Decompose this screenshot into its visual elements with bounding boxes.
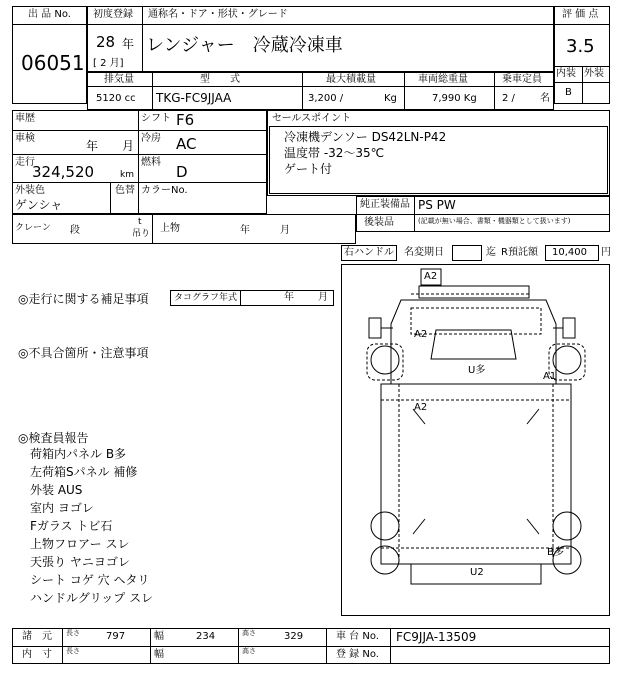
recycle-value: 10,400 bbox=[552, 247, 587, 258]
exterior-label: 外装 bbox=[584, 68, 604, 79]
sales-point-title: セールスポイント bbox=[272, 113, 352, 124]
sales-point-line: ゲート付 bbox=[284, 162, 333, 176]
inner-width-label: 幅 bbox=[154, 649, 164, 660]
handle-type: 右ハンドル bbox=[344, 247, 394, 258]
color-no-label: カラーNo. bbox=[141, 185, 188, 196]
tacho-label: タコグラフ年式 bbox=[174, 293, 238, 303]
displacement-label: 排気量 bbox=[104, 74, 134, 85]
upper-year: 年 bbox=[240, 225, 250, 236]
inner-label: 内 寸 bbox=[22, 649, 52, 660]
tacho-year: 年 bbox=[284, 292, 294, 303]
gross-value: 7,990 Kg bbox=[432, 93, 477, 104]
inspector-line: 荷箱内パネル B多 bbox=[30, 447, 127, 461]
capacity-label: 乗車定員 bbox=[502, 74, 542, 85]
color-value: ゲンシャ bbox=[15, 198, 63, 212]
length-value: 797 bbox=[106, 631, 126, 642]
first-reg-label: 初度登録 bbox=[93, 9, 133, 20]
mileage-unit: km bbox=[120, 170, 134, 180]
shift-label: シフト bbox=[141, 113, 171, 124]
crane-label: クレーン bbox=[15, 223, 51, 233]
model-year: 28 bbox=[96, 33, 116, 51]
height-value: 329 bbox=[284, 631, 304, 642]
recycle-unit: 円 bbox=[601, 247, 611, 258]
interior-label: 内装 bbox=[556, 68, 576, 79]
inspector-line: シート コゲ 穴 ヘタリ bbox=[30, 573, 150, 587]
fuel-label: 燃料 bbox=[141, 157, 161, 168]
diagram-label: U多 bbox=[468, 365, 486, 376]
color-change-label: 色替 bbox=[115, 185, 135, 196]
year-unit: 年 bbox=[122, 37, 135, 51]
fuel-value: D bbox=[176, 163, 188, 181]
crane-ton: t bbox=[138, 217, 142, 227]
height-label: 高さ bbox=[242, 629, 256, 637]
inspector-line: Fガラス トビ石 bbox=[30, 519, 113, 533]
mileage-label: 走行 bbox=[15, 157, 35, 168]
crane-row bbox=[12, 214, 356, 244]
shaken-label: 車検 bbox=[15, 133, 35, 144]
inner-height-label: 高さ bbox=[242, 647, 256, 655]
inspector-heading: ◎検査員報告 bbox=[18, 431, 89, 445]
name-change-label: 名変期日 bbox=[404, 247, 444, 258]
lot-number: 06051 bbox=[21, 51, 85, 75]
defects-heading: ◎不具合箇所・注意事項 bbox=[18, 346, 149, 360]
load-unit: Kg bbox=[384, 93, 397, 104]
inspector-line: ハンドルグリップ スレ bbox=[30, 591, 154, 605]
upper-month: 月 bbox=[280, 225, 290, 236]
history-label: 車歴 bbox=[15, 113, 35, 124]
diagram-label: A2 bbox=[414, 402, 428, 413]
model-value: TKG-FC9JJAA bbox=[156, 91, 232, 105]
inner-length-label: 長さ bbox=[66, 647, 80, 655]
model-label: 型 式 bbox=[200, 74, 240, 85]
grade-label: 評 価 点 bbox=[562, 9, 599, 20]
capacity-value: 2 / bbox=[502, 93, 515, 104]
reg-no-label: 登 録 No. bbox=[336, 649, 379, 660]
ac-label: 冷房 bbox=[141, 133, 161, 144]
crane-steps: 段 bbox=[70, 225, 80, 236]
driving-notes-heading: ◎走行に関する補足事項 bbox=[18, 292, 149, 306]
inspector-line: 室内 ヨゴレ bbox=[30, 501, 94, 515]
name-label: 通称名・ドア・形状・グレード bbox=[148, 9, 288, 20]
shaken-month: 月 bbox=[122, 139, 135, 153]
sales-point-line: 温度帯 -32～35℃ bbox=[284, 146, 385, 160]
shift-value: F6 bbox=[176, 111, 195, 129]
gross-label: 車両総重量 bbox=[418, 74, 468, 85]
inspector-line: 外装 AUS bbox=[30, 483, 83, 497]
mileage-value: 324,520 bbox=[32, 163, 95, 181]
load-label: 最大積載量 bbox=[326, 74, 376, 85]
name-change-box bbox=[452, 245, 482, 261]
width-value: 234 bbox=[196, 631, 216, 642]
diagram-label: B多 bbox=[547, 547, 564, 558]
diagram-label: A2 bbox=[414, 329, 428, 340]
inspector-line: 上物フロアー スレ bbox=[30, 537, 130, 551]
truck-diagram-drawing bbox=[341, 264, 610, 616]
interior-grade: B bbox=[565, 87, 572, 98]
deadline-label: 迄 bbox=[486, 247, 496, 258]
chassis-value: FC9JJA-13509 bbox=[396, 630, 477, 644]
lot-label: 出 品 No. bbox=[28, 9, 71, 20]
displacement-value: 5120 cc bbox=[96, 93, 136, 104]
genuine-label: 純正装備品 bbox=[360, 199, 410, 210]
vehicle-name: レンジャー 冷蔵冷凍車 bbox=[146, 35, 343, 56]
load-value: 3,200 / bbox=[308, 93, 344, 104]
aftermarket-note: (記載が無い場合、書類・機器類として扱います) bbox=[418, 217, 571, 225]
diagram-label: A1 bbox=[543, 371, 557, 382]
aftermarket-label: 後装品 bbox=[364, 217, 394, 228]
genuine-value: PS PW bbox=[418, 198, 456, 212]
diagram-label: U2 bbox=[470, 567, 484, 578]
recycle-label: R預託額 bbox=[501, 247, 538, 258]
capacity-unit: 名 bbox=[540, 93, 550, 104]
upper-label: 上物 bbox=[160, 223, 180, 234]
ac-value: AC bbox=[176, 135, 197, 153]
cargo-label: 諸 元 bbox=[22, 631, 52, 642]
length-label: 長さ bbox=[66, 629, 80, 637]
reg-month: [ 2 月] bbox=[93, 58, 124, 69]
sales-point-line: 冷凍機デンソー DS42LN-P42 bbox=[284, 130, 447, 144]
width-label: 幅 bbox=[154, 631, 164, 642]
chassis-label: 車 台 No. bbox=[336, 631, 379, 642]
color-label: 外装色 bbox=[15, 185, 45, 196]
tacho-month: 月 bbox=[318, 292, 328, 303]
shaken-year: 年 bbox=[86, 139, 99, 153]
diagram-label: A2 bbox=[424, 271, 438, 282]
grade-score: 3.5 bbox=[566, 36, 595, 57]
inspector-line: 左荷箱Sパネル 補修 bbox=[30, 465, 138, 479]
crane-hang: 吊り bbox=[132, 229, 151, 239]
inspector-line: 天張り ヤニヨゴレ bbox=[30, 555, 130, 569]
